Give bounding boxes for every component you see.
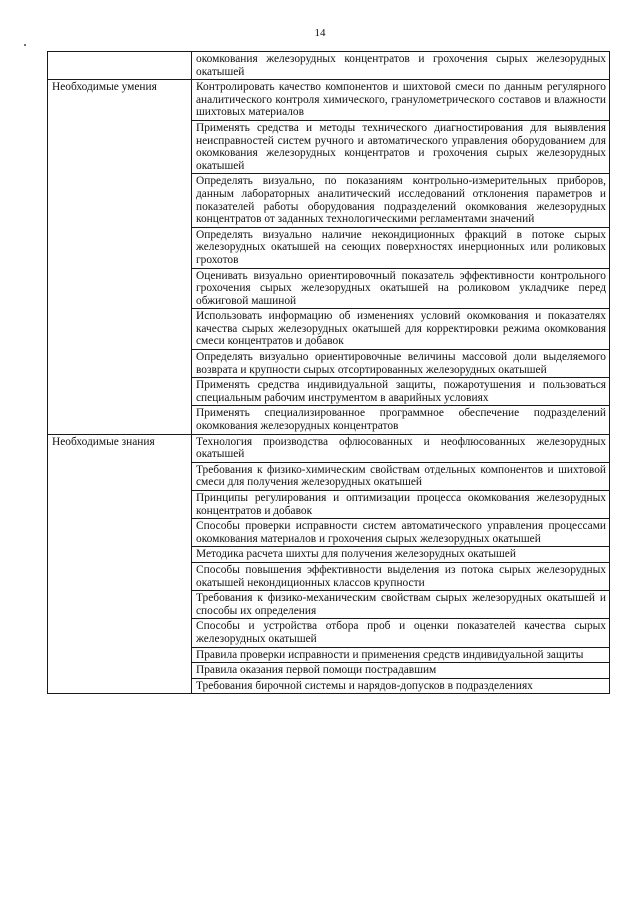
competency-table bbox=[47, 51, 610, 694]
requirement-item: Технология производства офлюсованных и неофлюсованных железорудных окатышей bbox=[192, 434, 610, 462]
section-label: Необходимые знания bbox=[48, 434, 192, 694]
requirement-item: Применять специализированное программное обеспечение подразделений окомкования железорудных концентратов bbox=[192, 406, 610, 434]
competency-table-body bbox=[48, 52, 610, 694]
requirement-item: Требования к физико-механическим свойствам сырых железорудных окатышей и способы их определения bbox=[192, 591, 610, 619]
requirement-item: Определять визуально ориентировочные величины массовой доли выделяемого возврата и крупности сырых отсортированных железорудных окатышей bbox=[192, 350, 610, 378]
stray-mark bbox=[24, 44, 26, 46]
requirement-item: Способы и устройства отбора проб и оценки показателей качества сырых железорудных окатышей bbox=[192, 619, 610, 647]
row-label-empty bbox=[48, 52, 192, 80]
requirement-item: Оценивать визуально ориентировочный показатель эффективности контрольного грохочения сырых железорудных окатышей на роликовом укладчике перед обжиговой машиной bbox=[192, 268, 610, 309]
page-number: 14 bbox=[314, 27, 326, 39]
section-label: Необходимые умения bbox=[48, 80, 192, 434]
requirement-item: Методика расчета шихты для получения железорудных окатышей bbox=[192, 547, 610, 563]
requirement-item: Использовать информацию об изменениях условий окомкования и показателях качества сырых железорудных окатышей для корректировки режима окомкования смеси концентратов и добавок bbox=[192, 309, 610, 350]
table-row bbox=[48, 52, 610, 80]
table-row bbox=[48, 80, 610, 121]
requirement-item: Правила оказания первой помощи пострадавшим bbox=[192, 663, 610, 679]
requirement-item: Контролировать качество компонентов и шихтовой смеси по данным регулярного аналитического контроля химического, гранулометрического составов и влажности шихтовых материалов bbox=[192, 80, 610, 121]
requirement-item: Требования бирочной системы и нарядов-допусков в подразделениях bbox=[192, 678, 610, 694]
requirement-item: Правила проверки исправности и применения средств индивидуальной защиты bbox=[192, 647, 610, 663]
requirement-item: Применять средства индивидуальной защиты, пожаротушения и пользоваться специальным рабочим инструментом в аварийных условиях bbox=[192, 378, 610, 406]
requirement-item: Определять визуально наличие некондиционных фракций в потоке сырых железорудных окатышей на сеющих поверхностях инерционных или роликовых грохотов bbox=[192, 227, 610, 268]
requirement-item: Определять визуально, по показаниям контрольно-измерительных приборов, данным лабораторных аналитический исследований отклонения параметров и показателей работы оборудования подразделений окомкования железорудных концентратов от заданных технологическими регламентами значений bbox=[192, 174, 610, 227]
requirement-item: Способы повышения эффективности выделения из потока сырых железорудных окатышей некондиционных классов крупности bbox=[192, 562, 610, 590]
requirement-item: Применять средства и методы технического диагностирования для выявления неисправностей систем ручного и автоматического управления оборудованием для окомкования железорудных концентратов и грохочения сырых железорудных окатышей bbox=[192, 120, 610, 173]
requirement-item: Требования к физико-химическим свойствам отдельных компонентов и шихтовой смеси для получения железорудных окатышей bbox=[192, 462, 610, 490]
continuation-cell: окомкования железорудных концентратов и грохочения сырых железорудных окатышей bbox=[192, 52, 610, 80]
requirement-item: Принципы регулирования и оптимизации процесса окомкования железорудных концентратов и добавок bbox=[192, 491, 610, 519]
requirement-item: Способы проверки исправности систем автоматического управления процессами окомкования материалов и грохочения сырых железорудных окатышей bbox=[192, 519, 610, 547]
table-row bbox=[48, 434, 610, 462]
